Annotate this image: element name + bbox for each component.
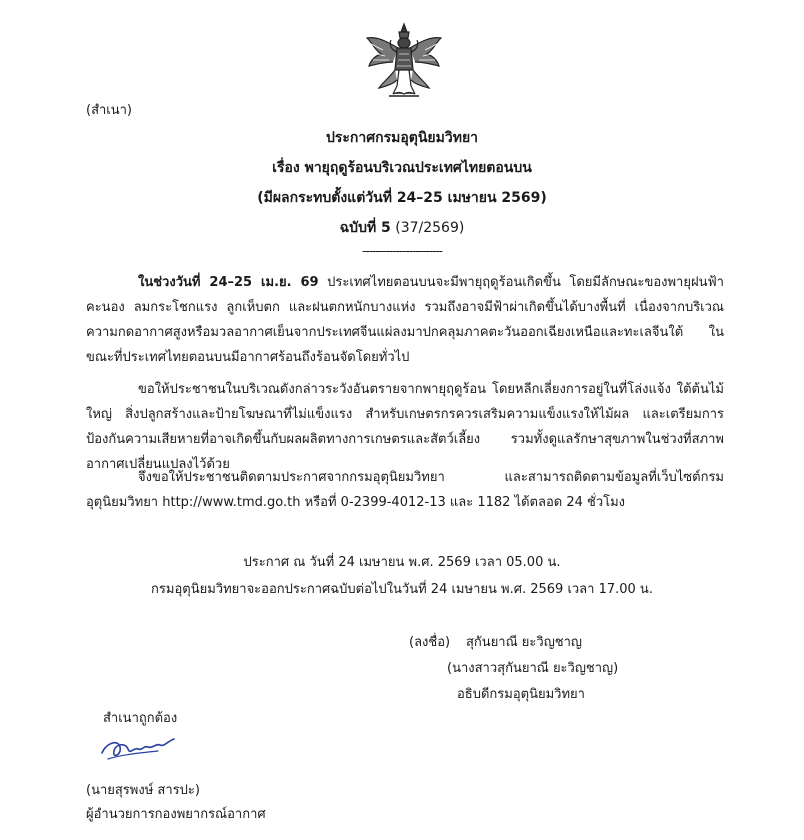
garuda-emblem-icon <box>363 22 445 100</box>
title-divider: ------------------------ <box>362 244 442 258</box>
issue-number: (37/2569) <box>395 220 465 236</box>
issue-label: ฉบับที่ 5 <box>339 220 391 236</box>
signatory-position: อธิบดีกรมอุตุนิยมวิทยา <box>457 687 585 702</box>
announcement-issue-number <box>0 217 804 239</box>
next-issue-notice: กรมอุตุนิยมวิทยาจะออกประกาศฉบับต่อไปในวันที่ 24 เมษายน พ.ศ. 2569 เวลา 17.00 น. <box>151 582 653 597</box>
certifying-officer-name: (นายสุรพงษ์ สารปะ) <box>86 783 200 798</box>
handwritten-signature-icon <box>98 729 178 769</box>
signatory-name: สุกันยาณี ยะวิญชาญ <box>466 635 582 650</box>
paragraph-situation-date: ในช่วงวันที่ 24–25 เม.ย. 69 <box>138 275 319 290</box>
signed-prefix: (ลงชื่อ) <box>409 635 451 650</box>
paragraph-situation-text: ประเทศไทยตอนบนจะมีพายุฤดูร้อนเกิดขึ้น โดยมีลักษณะของพายุฝนฟ้าคะนอง ลมกระโชกแรง ลูกเห็บตก และฝนตกหนักบางแห่ง รวมถึงอาจมีฟ้าผ่าเกิดขึ้นได้บางพื้นที่ เนื่องจากบริเวณความกดอากาศสูงหรือมวลอากาศเย็นจากประเทศจีนแผ่ลงมาปกคลุมภาคตะวันออกเฉียงเหนือและทะเลจีนใต้ ในขณะที่ประเทศไทยตอนบนมีอากาศร้อนถึงร้อนจัดโดยทั่วไป <box>86 275 724 365</box>
issued-datetime: ประกาศ ณ วันที่ 24 เมษายน พ.ศ. 2569 เวลา 05.00 น. <box>243 555 561 570</box>
paragraph-situation <box>86 270 724 370</box>
announcement-title: ประกาศกรมอุตุนิยมวิทยา <box>325 130 479 146</box>
certifying-officer-title: ผู้อำนวยการกองพยากรณ์อากาศ <box>86 807 266 822</box>
copy-label: (สำเนา) <box>86 103 133 118</box>
announcement-subject: เรื่อง พายุฤดูร้อนบริเวณประเทศไทยตอนบน <box>272 160 532 176</box>
paragraph-advice: ขอให้ประชาชนในบริเวณดังกล่าวระวังอันตรายจากพายุฤดูร้อน โดยหลีกเลี่ยงการอยู่ในที่โล่งแจ้ง ใต้ต้นไม้ใหญ่ สิ่งปลูกสร้างและป้ายโฆษณาที่ไม่แข็งแรง สำหรับเกษตรกรควรเสริมความแข็งแรงให้ไม้ผล และเตรียมการป้องกันความเสียหายที่อาจเกิดขึ้นกับผลผลิตทางการเกษตรและสัตว์เลี้ยง รวมทั้งดูแลรักษาสุขภาพในช่วงที่สภาพอากาศเปลี่ยนแปลงไว้ด้วย <box>86 382 724 472</box>
announcement-effective-period: (มีผลกระทบตั้งแต่วันที่ 24–25 เมษายน 2569) <box>257 190 547 206</box>
certified-copy-label: สำเนาถูกต้อง <box>103 711 178 726</box>
paragraph-contact: จึงขอให้ประชาชนติดตามประกาศจากกรมอุตุนิยมวิทยา และสามารถติดตามข้อมูลที่เว็บไซต์กรมอุตุนิยมวิทยา http://www.tmd.go.th หรือที่ 0-2399-4012-13 และ 1182 ได้ตลอด 24 ชั่วโมง <box>86 470 724 510</box>
signatory-full-name: (นางสาวสุกันยาณี ยะวิญชาญ) <box>447 661 619 676</box>
